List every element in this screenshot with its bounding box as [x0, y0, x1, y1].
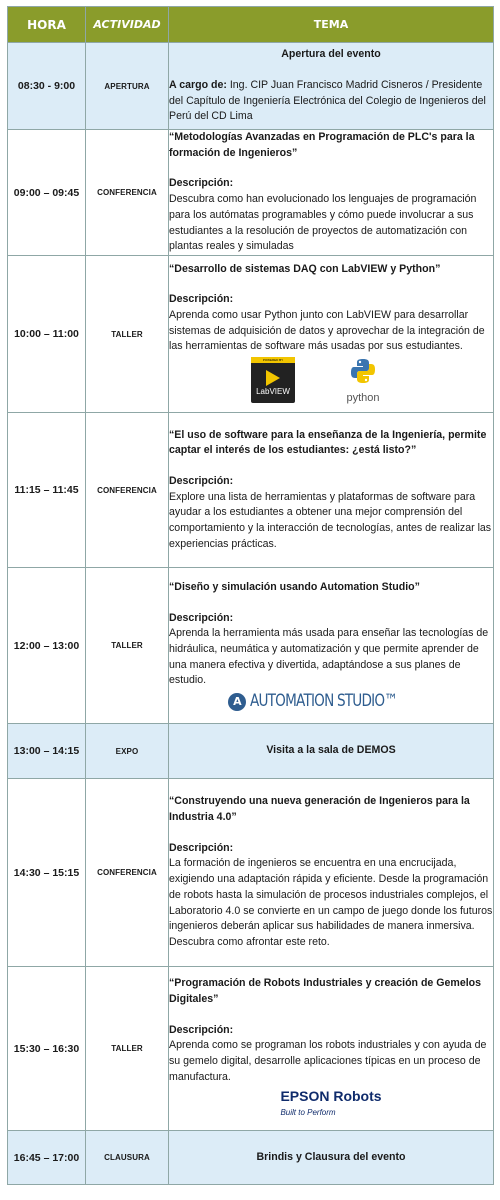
python-icon — [349, 357, 377, 385]
row-tema — [169, 1131, 494, 1185]
row-hora: 10:00 – 11:00 — [8, 256, 86, 413]
row-tema — [169, 413, 494, 568]
table-row — [8, 967, 494, 1131]
header-actividad: ACTIVIDAD — [86, 7, 169, 43]
row-actividad: CONFERENCIA — [86, 779, 169, 967]
automation-studio-icon: A — [228, 693, 246, 711]
table-row — [8, 568, 494, 724]
epson-logo-text: EPSON Robots — [280, 1088, 382, 1105]
epson-logo-tagline: Built to Perform — [280, 1108, 336, 1118]
speaker-label: A cargo de: — [169, 78, 227, 91]
python-logo-text: python — [346, 391, 380, 404]
row-hora: 15:30 – 16:30 — [8, 967, 86, 1131]
row-tema — [169, 256, 494, 413]
table-row — [8, 130, 494, 256]
python-logo — [333, 357, 393, 406]
header-hora: HORA — [8, 7, 86, 43]
row-tema — [169, 779, 494, 967]
speaker-text: Ing. CIP Juan Francisco Madrid Cisneros / Presidente del Capítulo de Ingeniería Electrónica del Colegio de Ingenieros del Perú del CD Lima — [169, 78, 486, 123]
session-title: Apertura del evento — [281, 48, 381, 61]
row-hora: 16:45 – 17:00 — [8, 1131, 86, 1185]
description-label: Descripción: — [169, 1023, 234, 1036]
row-hora: 11:15 – 11:45 — [8, 413, 86, 568]
session-title: Brindis y Clausura del evento — [256, 1150, 406, 1163]
description-text: Aprenda la herramienta más usada para enseñar las tecnologías de hidráulica, neumática y automatización y que permite aprender de una manera efectiva y divertida, adaptándose a sus planes de estudio. — [169, 627, 489, 687]
description-text: Aprenda como usar Python junto con LabVIEW para desarrollar sistemas de adquisición de datos y aprovechar de la integración de las herramientas de software más usadas por sus estudiantes. — [169, 308, 485, 353]
automation-studio-text: AUTOMATION STUDIO™ — [249, 691, 397, 712]
description-label: Descripción: — [169, 177, 234, 190]
header-tema: TEMA — [169, 7, 494, 43]
row-actividad: EXPO — [86, 724, 169, 779]
logos — [169, 357, 493, 406]
automation-studio-logo — [169, 693, 493, 711]
description-label: Descripción: — [169, 293, 234, 306]
description-text: La formación de ingenieros se encuentra en una encrucijada, exigiendo una adaptación rápida y eficiente. Desde la programación de robots hasta la simulación de procesos industriales complejos, el Laboratorio 4.0 se convierte en un campo de juego donde los futuros ingenieros deberán aplicar sus habilidades de manera inmersiva. Descubra como afrontar este reto. — [169, 857, 493, 948]
row-hora: 09:00 – 09:45 — [8, 130, 86, 256]
session-title: “Desarrollo de sistemas DAQ con LabVIEW y Python” — [169, 262, 441, 275]
row-actividad: TALLER — [86, 568, 169, 724]
row-tema — [169, 967, 494, 1131]
description-label: Descripción: — [169, 611, 234, 624]
row-actividad: CONFERENCIA — [86, 130, 169, 256]
row-hora: 08:30 - 9:00 — [8, 43, 86, 130]
description-label: Descripción: — [169, 474, 234, 487]
table-row — [8, 256, 494, 413]
labview-band: POWERED BY — [251, 357, 295, 363]
row-actividad: TALLER — [86, 256, 169, 413]
row-hora: 14:30 – 15:15 — [8, 779, 86, 967]
session-title: Visita a la sala de DEMOS — [266, 744, 396, 757]
row-tema — [169, 724, 494, 779]
table-row — [8, 724, 494, 779]
row-tema — [169, 130, 494, 256]
row-actividad: CONFERENCIA — [86, 413, 169, 568]
row-tema — [169, 43, 494, 130]
table-row — [8, 43, 494, 130]
description-text: Explore una lista de herramientas y plataformas de software para ayudar a los estudiantes a obtener una mejor comprensión del comportamiento y la interacción de tecnologías, antes de realizar las experiencias prácticas. — [169, 490, 492, 550]
session-title: “El uso de software para la enseñanza de la Ingeniería, permite captar el interés de los estudiantes: ¿está listo?” — [169, 428, 487, 457]
row-actividad: TALLER — [86, 967, 169, 1131]
description-text: Descubra como han evolucionado los lenguajes de programación para los autómatas programables y cómo puede involucrar a sus estudiantes a la resolución de proyectos de automatización con plantas reales y simuladas — [169, 193, 477, 253]
agenda-table — [7, 6, 494, 1185]
labview-logo-text: LabVIEW — [256, 387, 290, 397]
table-row — [8, 413, 494, 568]
row-tema — [169, 568, 494, 724]
session-title: “Diseño y simulación usando Automation Studio” — [169, 580, 420, 593]
epson-robots-logo — [169, 1089, 493, 1120]
table-row — [8, 779, 494, 967]
description-label: Descripción: — [169, 841, 234, 854]
row-hora: 12:00 – 13:00 — [8, 568, 86, 724]
session-title: “Construyendo una nueva generación de Ingenieros para la Industria 4.0” — [169, 795, 470, 824]
row-actividad: APERTURA — [86, 43, 169, 130]
header-row — [8, 7, 494, 43]
row-hora: 13:00 – 14:15 — [8, 724, 86, 779]
session-title: “Programación de Robots Industriales y creación de Gemelos Digitales” — [169, 977, 482, 1005]
session-title: “Metodologías Avanzadas en Programación de PLC's para la formación de Ingenieros” — [169, 131, 475, 159]
table-row — [8, 1131, 494, 1185]
description-text: Aprenda como se programan los robots industriales y con ayuda de su gemelo digital, desarrolle aplicaciones típicas en un proceso de manufactura. — [169, 1039, 487, 1083]
session-speaker — [169, 78, 493, 125]
labview-logo — [251, 357, 295, 403]
row-actividad: CLAUSURA — [86, 1131, 169, 1185]
